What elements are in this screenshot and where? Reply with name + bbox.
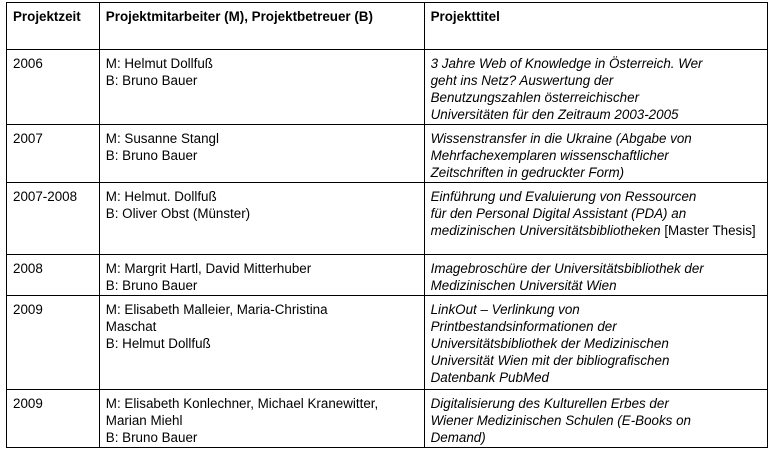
title-line: geht ins Netz? Auswertung der — [430, 73, 614, 88]
title-line: Einführung und Evaluierung von Ressourcen — [430, 189, 697, 204]
cell-staff — [99, 125, 424, 183]
title-line: Wissenstransfer in die Ukraine (Abgabe von — [430, 131, 692, 146]
title-line: Datenbank PubMed — [430, 370, 549, 385]
staff-line: B: Bruno Bauer — [105, 148, 198, 163]
header-row — [7, 3, 768, 50]
cell-title — [424, 125, 767, 183]
staff-line: M: Helmut. Dollfuß — [105, 189, 217, 204]
title-line: medizinischen Universitätsbibliotheken — [430, 223, 661, 238]
title-line: Wiener Medizinischen Schulen (E-Books on — [430, 413, 691, 428]
title-line: Mehrfachexemplaren wissenschaftlicher — [430, 148, 669, 163]
table-row — [7, 296, 768, 390]
staff-line: B: Bruno Bauer — [105, 73, 198, 88]
cell-year: 2008 — [7, 255, 100, 296]
table-row — [7, 125, 768, 183]
title-line: Printbestandsinformationen der — [430, 319, 617, 334]
cell-staff — [99, 50, 424, 125]
staff-line: Maschat — [105, 319, 157, 334]
title-line: für den Personal Digital Assistant (PDA) an — [430, 206, 687, 221]
title-line: LinkOut – Verlinkung von — [430, 302, 580, 317]
title-line: Benutzungszahlen österreichischer — [430, 90, 640, 105]
title-line: Universitätsbibliothek der Medizinischen — [430, 336, 669, 351]
header-year: Projektzeit — [7, 3, 100, 50]
project-table — [6, 2, 768, 448]
cell-staff — [99, 183, 424, 255]
title-line: Demand) — [430, 430, 486, 445]
title-line: Medizinischen Universität Wien — [430, 278, 617, 293]
title-line: Universität Wien mit der bibliografischen — [430, 353, 670, 368]
table-row — [7, 390, 768, 448]
cell-title — [424, 50, 767, 125]
header-staff: Projektmitarbeiter (M), Projektbetreuer (B) — [99, 3, 424, 50]
staff-line: B: Helmut Dollfuß — [105, 336, 211, 351]
cell-staff — [99, 255, 424, 296]
cell-year: 2007 — [7, 125, 100, 183]
staff-line: B: Bruno Bauer — [105, 278, 198, 293]
title-line: Imagebroschüre der Universitätsbibliothek der — [430, 261, 704, 276]
title-suffix: [Master Thesis] — [660, 223, 756, 238]
staff-line: B: Bruno Bauer — [105, 430, 198, 445]
staff-line: B: Oliver Obst (Münster) — [105, 206, 251, 221]
cell-staff — [99, 390, 424, 448]
title-line: 3 Jahre Web of Knowledge in Österreich. Wer — [430, 56, 703, 71]
title-line: Universitäten für den Zeitraum 2003-2005 — [430, 107, 679, 122]
title-line: Digitalisierung des Kulturellen Erbes der — [430, 396, 669, 411]
cell-year: 2007-2008 — [7, 183, 100, 255]
cell-staff — [99, 296, 424, 390]
staff-line: M: Margrit Hartl, David Mitterhuber — [105, 261, 312, 276]
cell-title — [424, 296, 767, 390]
cell-year: 2009 — [7, 296, 100, 390]
table-row — [7, 50, 768, 125]
cell-title — [424, 183, 767, 255]
staff-line: M: Elisabeth Konlechner, Michael Kranewitter, — [105, 396, 379, 411]
cell-year: 2009 — [7, 390, 100, 448]
staff-line: M: Helmut Dollfuß — [105, 56, 213, 71]
table-row — [7, 183, 768, 255]
cell-year: 2006 — [7, 50, 100, 125]
cell-title — [424, 390, 767, 448]
staff-line: M: Susanne Stangl — [105, 131, 219, 146]
staff-line: Marian Miehl — [105, 413, 183, 428]
cell-title — [424, 255, 767, 296]
staff-line: M: Elisabeth Malleier, Maria-Christina — [105, 302, 328, 317]
table-body — [7, 50, 768, 448]
title-line: Zeitschriften in gedruckter Form) — [430, 165, 625, 180]
header-title: Projekttitel — [424, 3, 767, 50]
table-row — [7, 255, 768, 296]
